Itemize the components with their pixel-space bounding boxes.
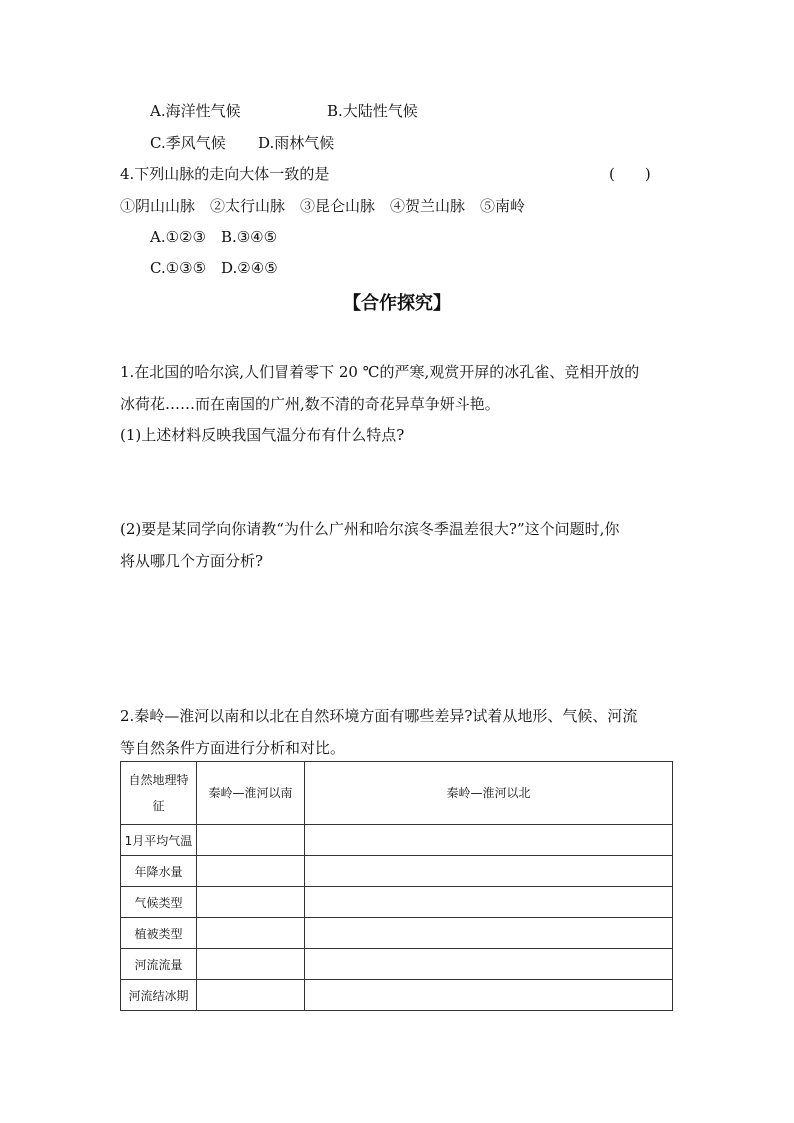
answer-cell[interactable] [305, 825, 673, 856]
q4-options-ab: A.①②③ B.③④⑤ [150, 228, 278, 246]
answer-cell[interactable] [305, 918, 673, 949]
q3-option-c: C.季风气候 [150, 134, 226, 152]
answer-cell[interactable] [305, 980, 673, 1011]
comparison-table [120, 761, 673, 1011]
q3-option-d: D.雨林气候 [258, 134, 335, 152]
answer-cell[interactable] [197, 949, 305, 980]
answer-cell[interactable] [305, 949, 673, 980]
table-row [121, 949, 673, 980]
table-row [121, 887, 673, 918]
answer-cell[interactable] [197, 825, 305, 856]
p1-sub1: (1)上述材料反映我国气温分布有什么特点? [120, 426, 405, 444]
q3-option-b: B.大陆性气候 [327, 102, 418, 120]
answer-cell[interactable] [197, 980, 305, 1011]
q4-answer-bracket: ( ) [609, 165, 651, 183]
answer-cell[interactable] [305, 856, 673, 887]
row-label: 年降水量 [121, 856, 197, 887]
table-row [121, 980, 673, 1011]
answer-cell[interactable] [197, 918, 305, 949]
table-row [121, 856, 673, 887]
row-label: 河流流量 [121, 949, 197, 980]
p1-sub2-line1: (2)要是某同学向你请教“为什么广州和哈尔滨冬季温差很大?”这个问题时,你 [120, 520, 620, 538]
section-title: 【合作探究】 [343, 293, 451, 314]
q4-options-cd: C.①③⑤ D.②④⑤ [150, 259, 278, 277]
row-label: 河流结冰期 [121, 980, 197, 1011]
row-label: 植被类型 [121, 918, 197, 949]
q3-option-a: A.海洋性气候 [150, 102, 241, 120]
p2-line2: 等自然条件方面进行分析和对比。 [120, 739, 346, 757]
row-label: 气候类型 [121, 887, 197, 918]
table-header-row [121, 762, 673, 825]
q4-question: 4.下列山脉的走向大体一致的是 [120, 165, 330, 183]
answer-cell[interactable] [305, 887, 673, 918]
header-cell: 秦岭—淮河以北 [305, 762, 673, 825]
answer-cell[interactable] [197, 887, 305, 918]
header-cell: 秦岭—淮河以南 [197, 762, 305, 825]
table-row [121, 825, 673, 856]
table-row [121, 918, 673, 949]
p2-line1: 2.秦岭—淮河以南和以北在自然环境方面有哪些差异?试着从地形、气候、河流 [120, 707, 638, 725]
p1-line2: 冰荷花……而在南国的广州,数不清的奇花异草争妍斗艳。 [120, 395, 500, 413]
header-cell: 自然地理特征 [121, 762, 197, 825]
row-label: 1月平均气温 [121, 825, 197, 856]
q4-items: ①阴山山脉 ②太行山脉 ③昆仑山脉 ④贺兰山脉 ⑤南岭 [120, 197, 526, 215]
answer-cell[interactable] [197, 856, 305, 887]
p1-sub2-line2: 将从哪几个方面分析? [120, 552, 264, 570]
p1-line1: 1.在北国的哈尔滨,人们冒着零下 20 ℃的严寒,观赏开屏的冰孔雀、竞相开放的 [120, 363, 640, 381]
